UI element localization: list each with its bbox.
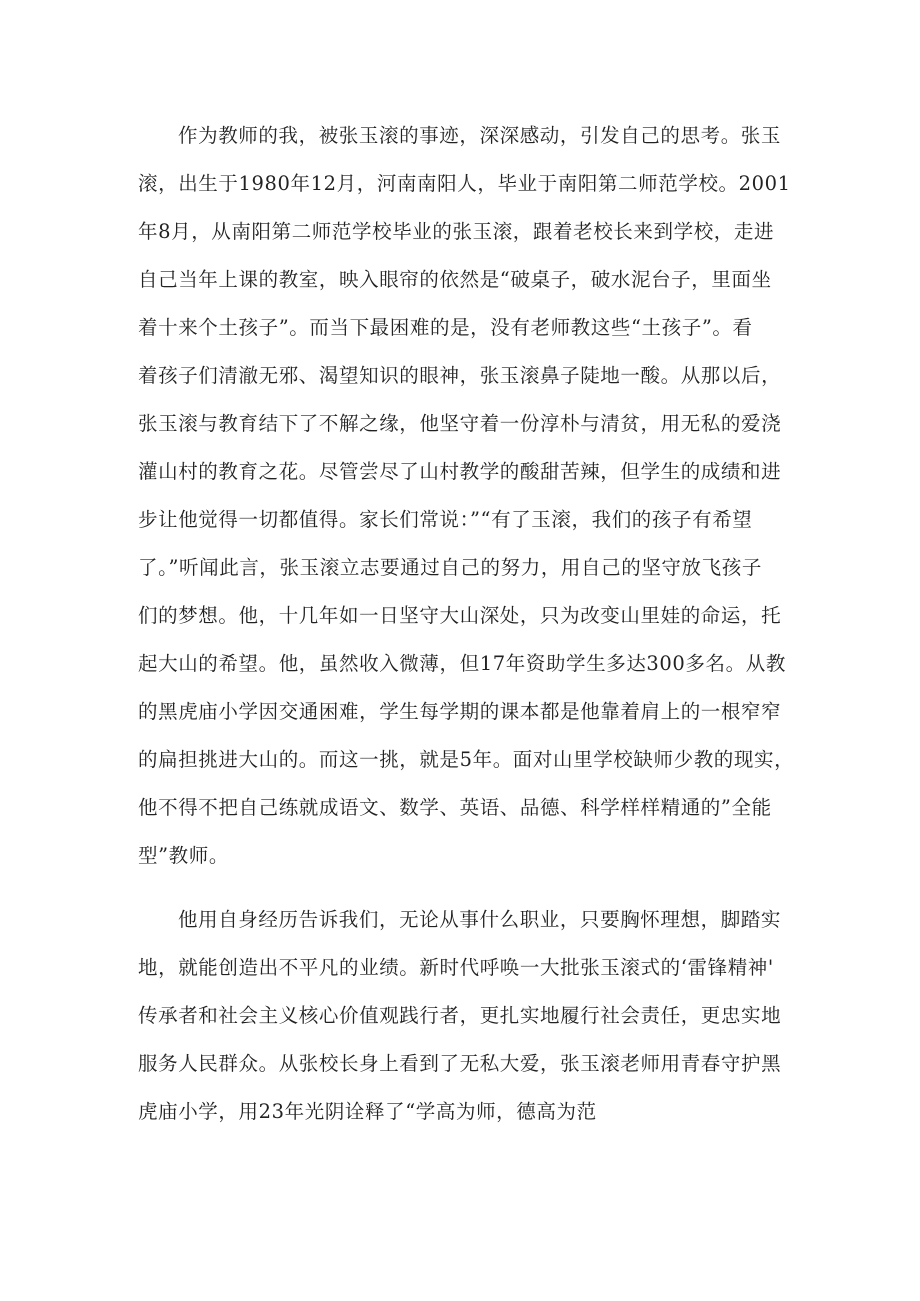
text-line: 着孩子们清澈无邪、渴望知识的眼神，张玉滚鼻子陡地一酸。从那以后，	[138, 364, 782, 387]
text-line: 着十来个土孩子”。而当下最困难的是，没有老师教这些“土孩子”。看	[138, 316, 753, 339]
body-text	[138, 112, 798, 1136]
text-line: 型”教师。	[138, 844, 229, 867]
paragraph-2	[138, 896, 798, 1136]
text-line: 们的梦想。他，十几年如一日坚守大山深处，只为改变山里娃的命运，托	[138, 604, 782, 627]
paragraph-1	[138, 112, 798, 880]
text-line: 张玉滚与教育结下了不解之缘，他坚守着一份淳朴与清贫，用无私的爱浇	[138, 412, 782, 435]
text-line: 的黑虎庙小学因交通困难，学生每学期的课本都是他靠着肩上的一根窄窄	[138, 700, 782, 723]
text-line: 自己当年上课的教室，映入眼帘的依然是“破桌子，破水泥台子，里面坐	[138, 268, 772, 291]
text-line: 他用自身经历告诉我们，无论从事什么职业，只要胸怀理想，脚踏实	[178, 908, 782, 931]
text-line: 灌山村的教育之花。尽管尝尽了山村教学的酸甜苦辣，但学生的成绩和进	[138, 460, 782, 483]
text-line: 虎庙小学，用23年光阴诠释了“学高为师，德高为范	[138, 1100, 597, 1123]
text-line: 他不得不把自己练就成语文、数学、英语、品德、科学样样精通的”全能	[138, 796, 772, 819]
text-line: 步让他觉得一切都值得。家长们常说：”“有了玉滚，我们的孩子有希望	[138, 508, 753, 531]
text-line: 作为教师的我，被张玉滚的事迹，深深感动，引发自己的思考。张玉	[178, 124, 782, 147]
text-line: 起大山的希望。他，虽然收入微薄，但17年资助学生多达300多名。从教	[138, 652, 786, 675]
paragraph-spacer	[138, 880, 798, 896]
text-line: 地，就能创造出不平凡的业绩。新时代呼唤一大批张玉滚式的‘雷锋精神'	[138, 956, 774, 979]
text-line: 年8月，从南阳第二师范学校毕业的张玉滚，跟着老校长来到学校，走进	[138, 220, 775, 243]
text-line: 滚，出生于1980年12月，河南南阳人，毕业于南阳第二师范学校。2001	[138, 172, 791, 195]
text-line: 了。”听闻此言，张玉滚立志要通过自己的努力，用自己的坚守放飞孩子	[138, 556, 762, 579]
text-line: 传承者和社会主义核心价值观践行者，更扎实地履行社会责任，更忠实地	[138, 1004, 782, 1027]
text-line: 的扁担挑进大山的。而这一挑，就是5年。面对山里学校缺师少教的现实，	[138, 748, 795, 771]
text-line: 服务人民群众。从张校长身上看到了无私大爱，张玉滚老师用青春守护黑	[138, 1052, 782, 1075]
